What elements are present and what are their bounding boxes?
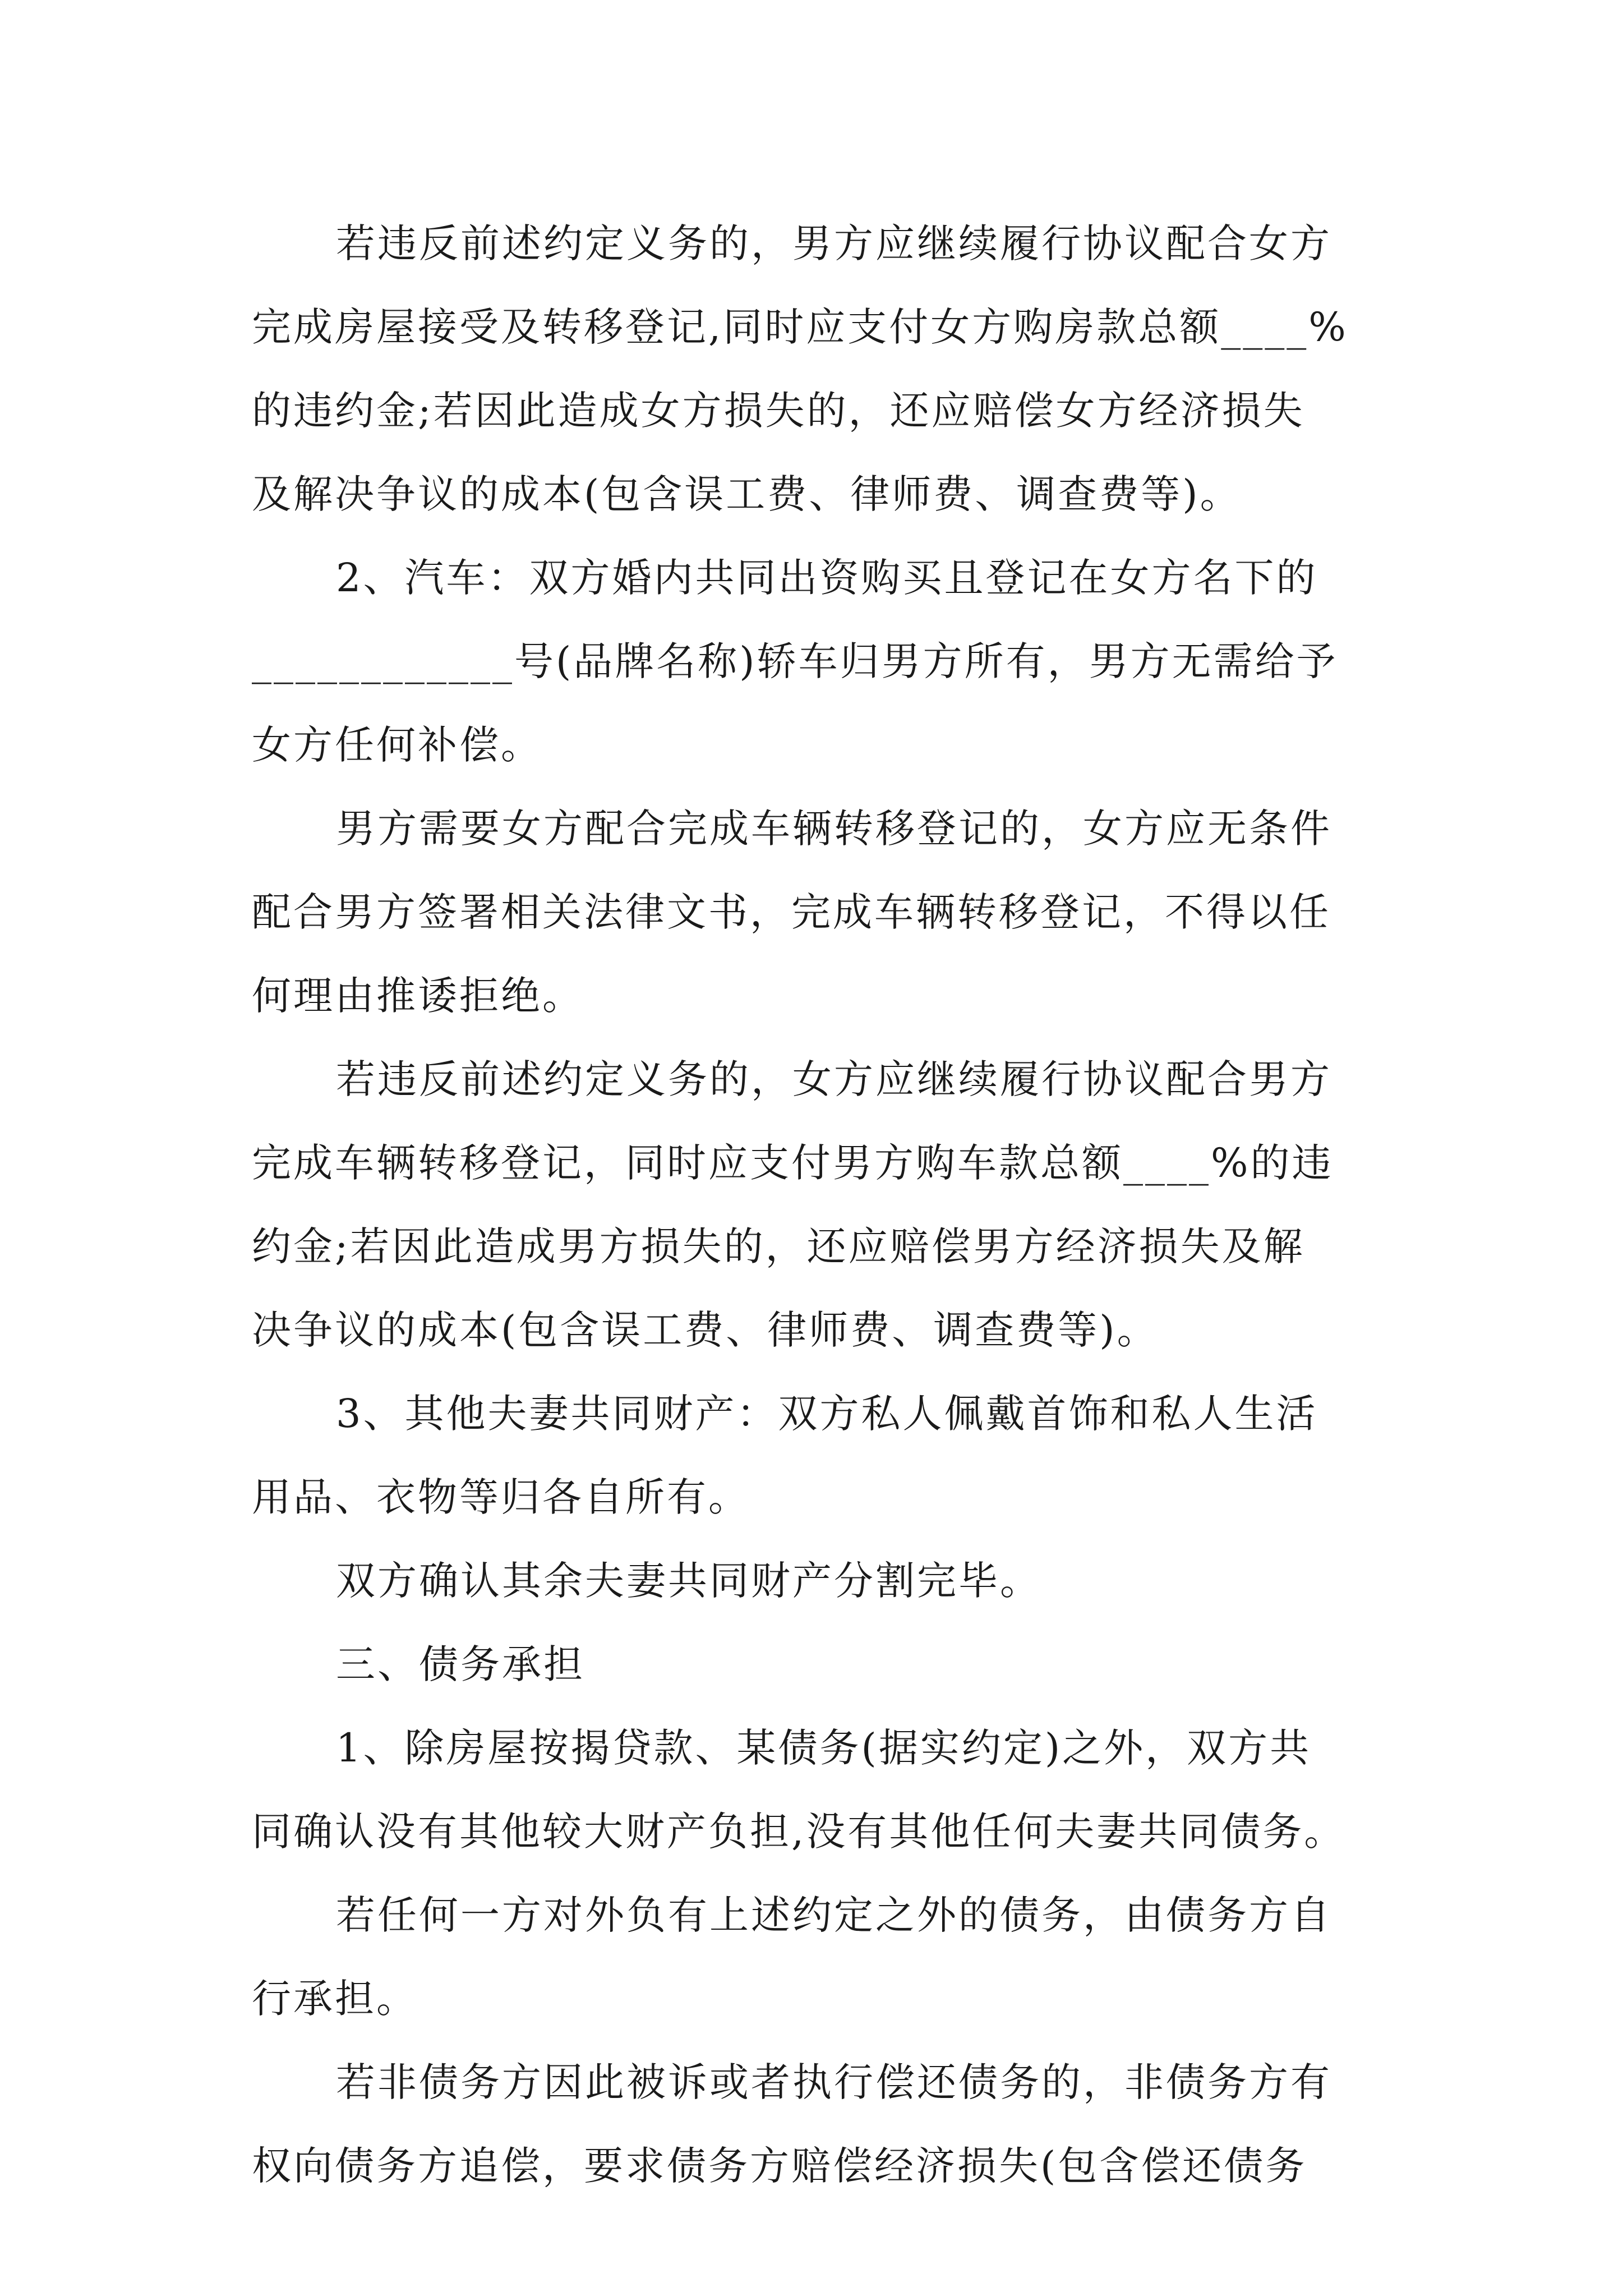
- text-line: 约金;若因此造成男方损失的，还应赔偿男方经济损失及解: [252, 1223, 1305, 1269]
- document-body: [252, 202, 1379, 2208]
- text-line: 配合男方签署相关法律文书，完成车辆转移登记，不得以任: [252, 889, 1331, 935]
- text-line: 双方确认其余夫妻共同财产分割完毕。: [336, 1558, 1041, 1604]
- text-line: 3、其他夫妻共同财产：双方私人佩戴首饰和私人生活: [336, 1391, 1318, 1437]
- text-line: 2、汽车：双方婚内共同出资购买且登记在女方名下的: [336, 555, 1318, 601]
- text-line: 女方任何补偿。: [252, 722, 542, 768]
- text-line: 完成房屋接受及转移登记,同时应支付女方购房款总额____%: [252, 304, 1348, 350]
- text-line: 1、除房屋按揭贷款、某债务(据实约定)之外，双方共: [336, 1725, 1312, 1771]
- text-line: 若违反前述约定义务的，男方应继续履行协议配合女方: [336, 220, 1332, 266]
- text-line: 何理由推诿拒绝。: [252, 973, 584, 1019]
- text-line: 权向债务方追偿，要求债务方赔偿经济损失(包含偿还债务: [252, 2143, 1307, 2189]
- text-line: 的违约金;若因此造成女方损失的，还应赔偿女方经济损失: [252, 388, 1305, 434]
- text-line: 及解决争议的成本(包含误工费、律师费、调查费等)。: [252, 471, 1242, 517]
- text-line: 若违反前述约定义务的，女方应继续履行协议配合男方: [336, 1056, 1332, 1102]
- text-line: 若任何一方对外负有上述约定之外的债务，由债务方自: [336, 1892, 1332, 1938]
- text-line: ____________号(品牌名称)轿车归男方所有，男方无需给予: [252, 638, 1338, 684]
- text-line: 若非债务方因此被诉或者执行偿还债务的，非债务方有: [336, 2059, 1332, 2105]
- text-line: 同确认没有其他较大财产负担,没有其他任何夫妻共同债务。: [252, 1809, 1346, 1855]
- text-line: 完成车辆转移登记，同时应支付男方购车款总额____%的违: [252, 1140, 1334, 1186]
- text-line: 用品、衣物等归各自所有。: [252, 1474, 750, 1520]
- text-line: 行承担。: [252, 1976, 418, 2022]
- text-line: 决争议的成本(包含误工费、律师费、调查费等)。: [252, 1307, 1159, 1353]
- text-line: 男方需要女方配合完成车辆转移登记的，女方应无条件: [336, 806, 1332, 852]
- section-heading: 三、债务承担: [336, 1641, 585, 1687]
